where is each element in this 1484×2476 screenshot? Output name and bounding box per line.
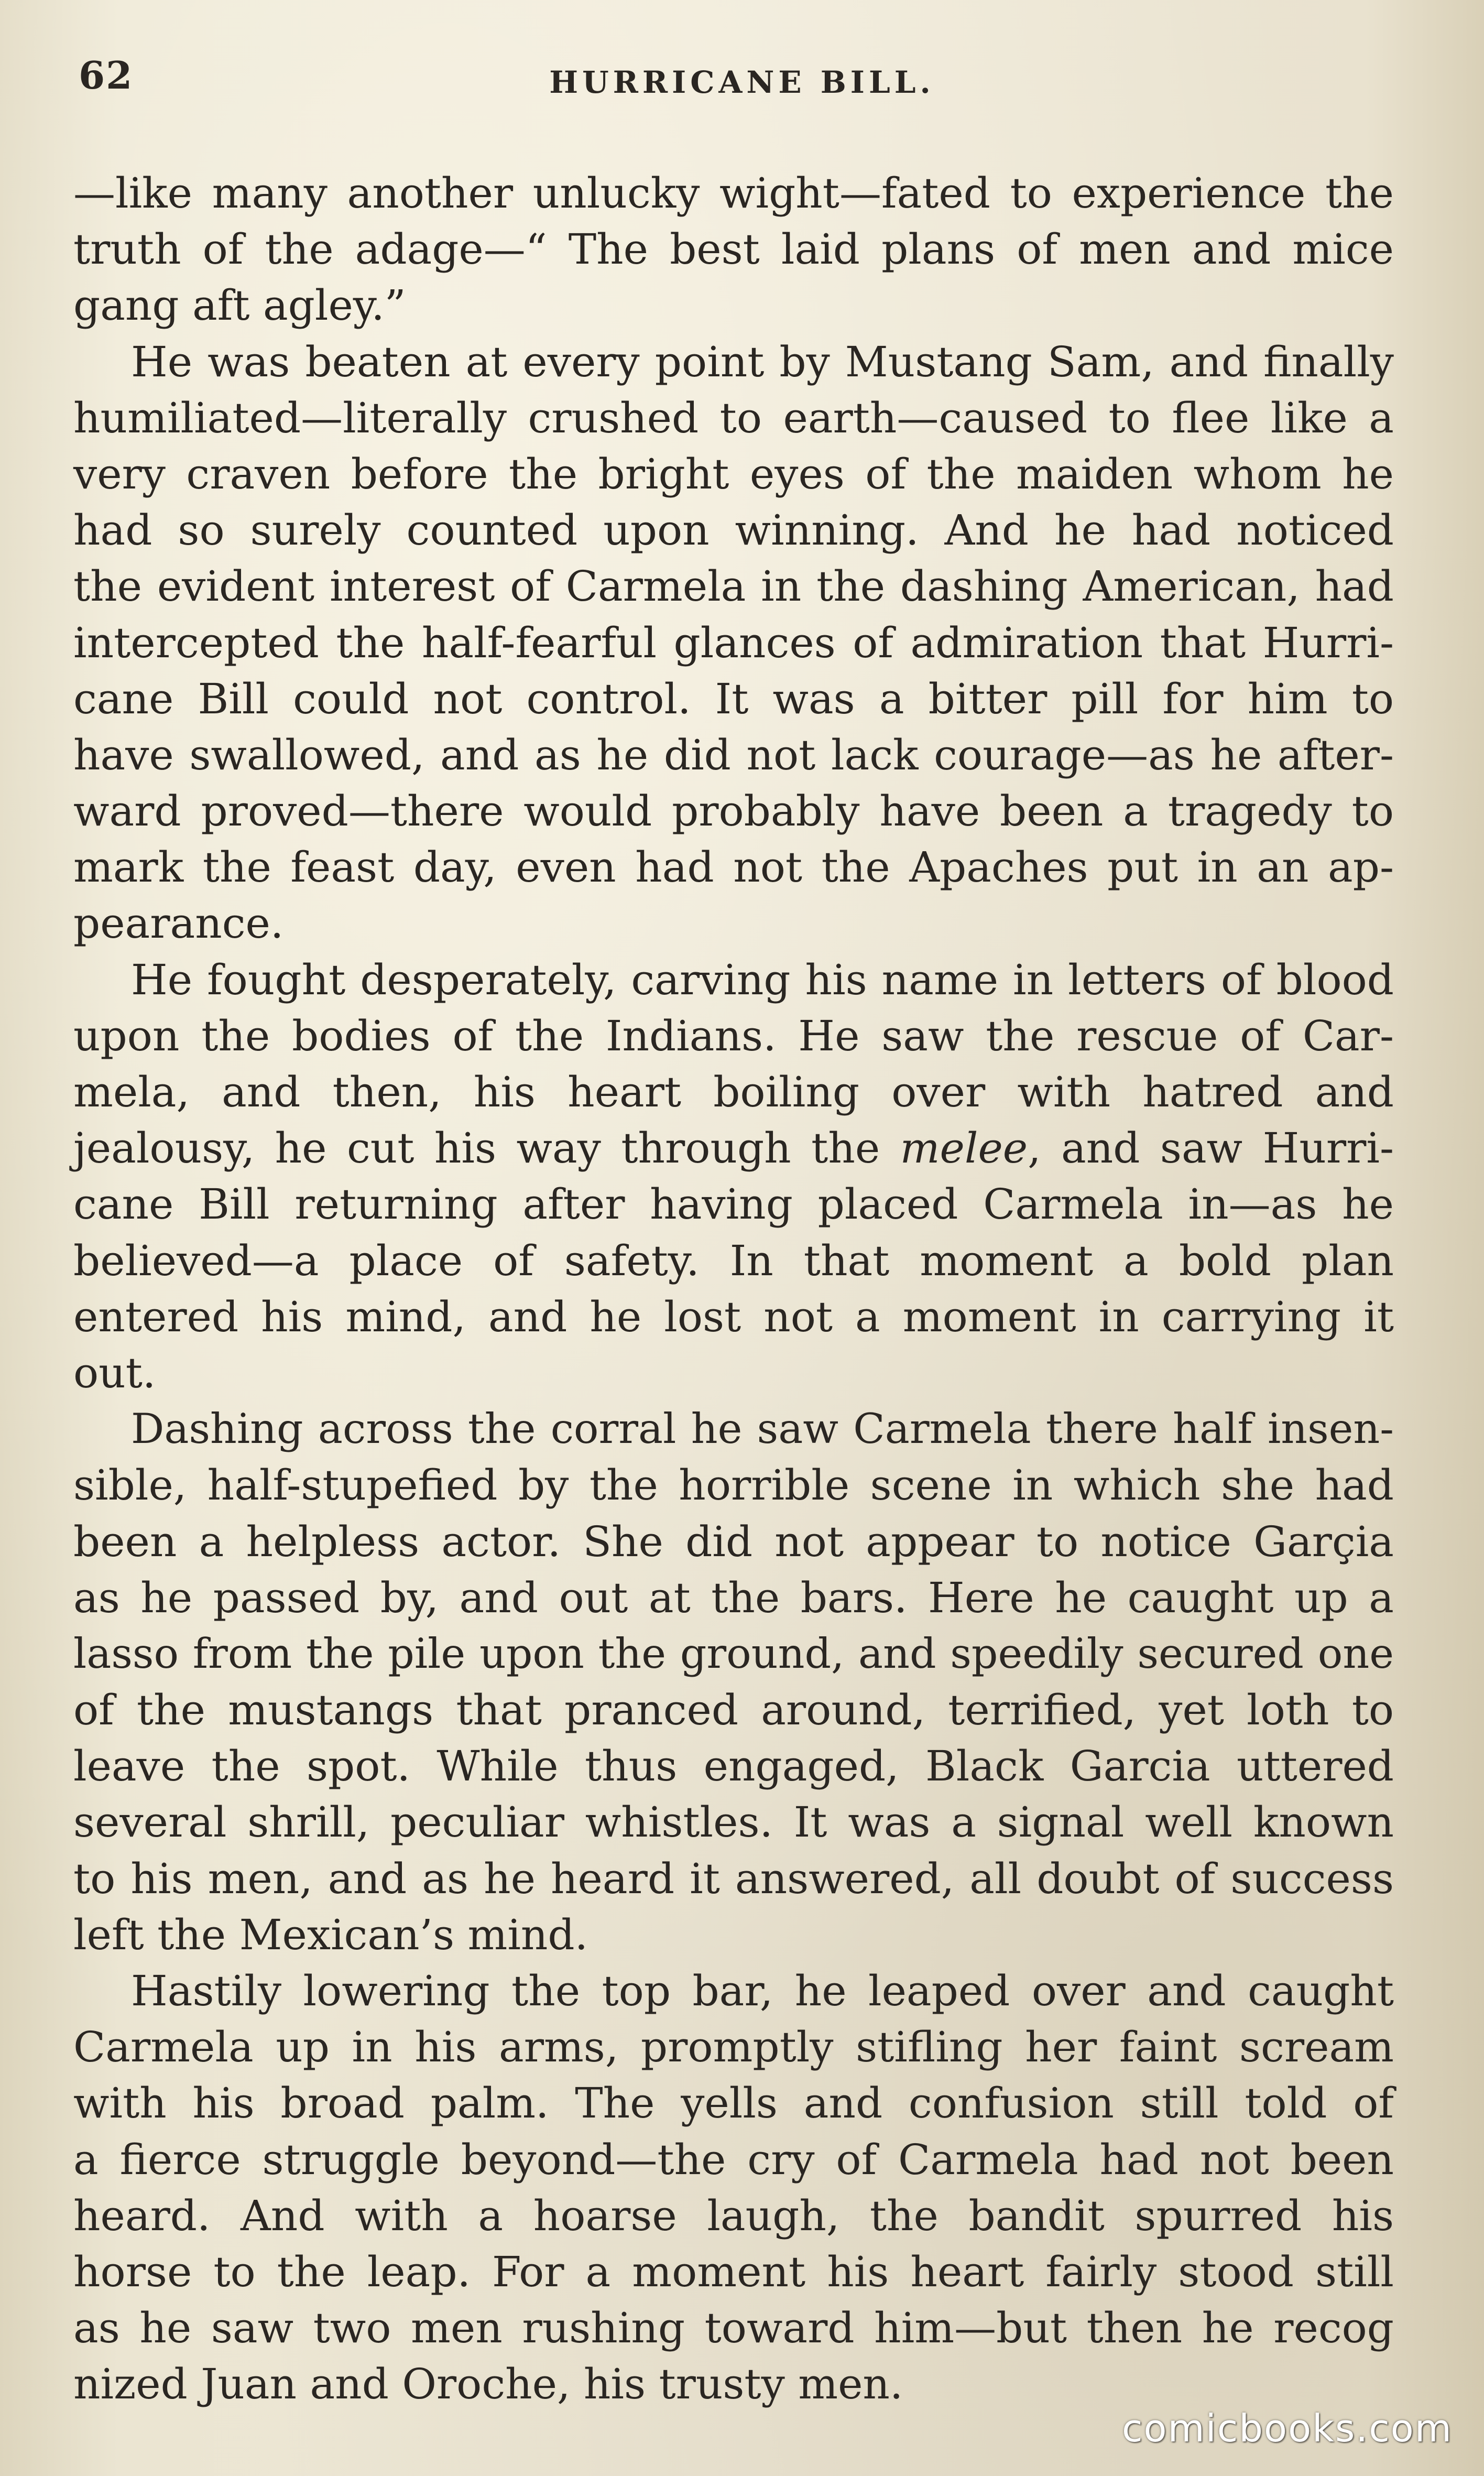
text-line: had so surely counted upon winning. And he had noticed — [73, 506, 1394, 555]
text-line: cane Bill returning after having placed Carmela in—as he — [73, 1180, 1394, 1229]
text-line: truth of the adage—“ The best laid plans of men and mice — [73, 225, 1394, 274]
text-line: humiliated—literally crushed to earth—caused to flee like a — [73, 393, 1394, 442]
text-line: the evident interest of Carmela in the dashing American, had — [73, 562, 1394, 611]
text-line: nized Juan and Oroche, his trusty men. — [73, 2360, 903, 2409]
text-line: cane Bill could not control. It was a bitter pill for him to — [73, 674, 1394, 723]
text-line: Carmela up in his arms, promptly stifling her faint scream — [73, 2023, 1394, 2072]
text-line: believed—a place of safety. In that moment a bold plan — [73, 1236, 1394, 1285]
text-line: gang aft agley.” — [73, 281, 406, 330]
text-line: Dashing across the corral he saw Carmela there half insen- — [131, 1405, 1394, 1453]
text-line: been a helpless actor. She did not appear to notice Garçia — [73, 1517, 1394, 1566]
text-line: sible, half-stupefied by the horrible scene in which she had — [73, 1461, 1394, 1510]
text-line: intercepted the half-fearful glances of admiration that Hurri- — [73, 618, 1394, 667]
text-line: horse to the leap. For a moment his heart fairly stood still — [73, 2247, 1394, 2296]
text-line: to his men, and as he heard it answered, all doubt of success — [73, 1854, 1394, 1903]
text-line: as he passed by, and out at the bars. Here he caught up a — [73, 1573, 1394, 1622]
running-head: HURRICANE BILL. — [549, 64, 935, 100]
text-line: leave the spot. While thus engaged, Black Garcia uttered — [73, 1742, 1394, 1791]
text-line: entered his mind, and he lost not a moment in carrying it — [73, 1292, 1394, 1341]
text-line: Hastily lowering the top bar, he leaped over and caught — [131, 1967, 1394, 2015]
text-line: He fought desperately, carving his name in letters of blood — [131, 955, 1394, 1004]
text-line: pearance. — [73, 899, 284, 948]
text-line: a fierce struggle beyond—the cry of Carmela had not been — [73, 2135, 1394, 2184]
text-line: heard. And with a hoarse laugh, the bandit spurred his — [73, 2191, 1394, 2240]
text-line: out. — [73, 1348, 156, 1397]
text-line: very craven before the bright eyes of the maiden whom he — [73, 449, 1394, 498]
body-text — [73, 165, 1394, 2413]
text-line: ward proved—there would probably have been a tragedy to — [73, 787, 1394, 836]
page-number: 62 — [79, 53, 134, 97]
text-line: have swallowed, and as he did not lack courage—as he after- — [73, 730, 1394, 779]
text-line: with his broad palm. The yells and confusion still told of — [73, 2079, 1394, 2128]
text-line: of the mustangs that pranced around, terrified, yet loth to — [73, 1686, 1394, 1735]
watermark: comicbooks.com — [1121, 2406, 1453, 2450]
text-line: left the Mexican’s mind. — [73, 1910, 588, 1959]
text-line: mela, and then, his heart boiling over with hatred and — [73, 1068, 1394, 1116]
text-line: as he saw two men rushing toward him—but then he recog — [73, 2304, 1394, 2353]
text-line: upon the bodies of the Indians. He saw the rescue of Car- — [73, 1011, 1394, 1060]
text-line: —like many another unlucky wight—fated to experience the — [73, 169, 1394, 218]
text-line: He was beaten at every point by Mustang Sam, and finally — [131, 337, 1394, 386]
text-line: jealousy, he cut his way through the melee, and saw Hurri- — [73, 1124, 1394, 1173]
text-line: several shrill, peculiar whistles. It was a signal well known — [73, 1798, 1394, 1847]
text-line: mark the feast day, even had not the Apaches put in an ap- — [73, 843, 1394, 892]
text-line: lasso from the pile upon the ground, and speedily secured one — [73, 1629, 1394, 1678]
